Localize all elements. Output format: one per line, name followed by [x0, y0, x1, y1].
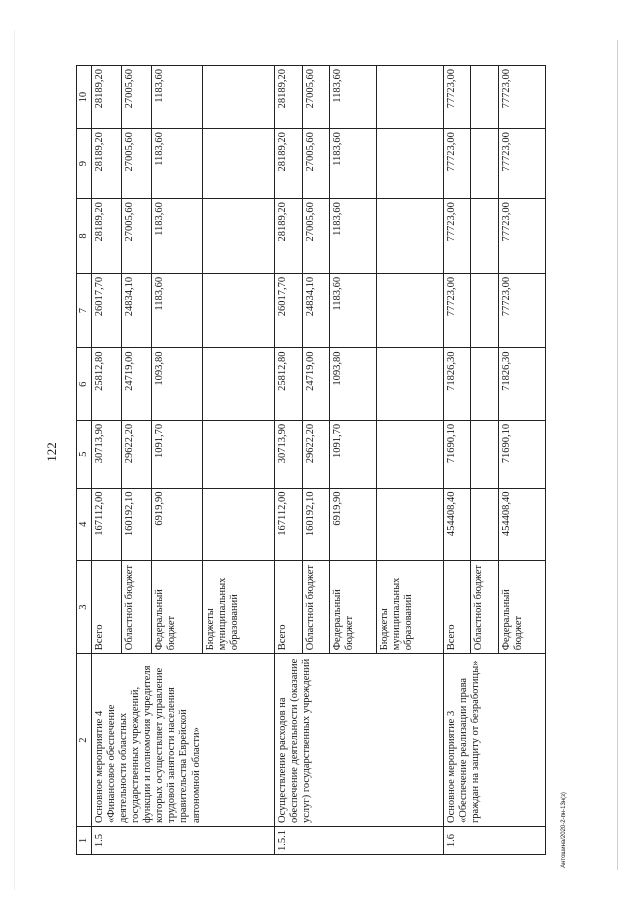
- funding-source: Областной бюджет: [302, 560, 330, 653]
- value-cell: 454408,40: [443, 488, 471, 560]
- value-cell: 28189,20: [275, 129, 303, 199]
- value-cell: 167112,00: [275, 488, 303, 560]
- value-cell: 1093,80: [151, 348, 202, 420]
- value-cell: 1183,60: [330, 273, 377, 348]
- row-code: 1.5: [92, 827, 275, 855]
- value-cell: [377, 348, 443, 420]
- value-cell: 6919,90: [330, 488, 377, 560]
- value-cell: 77723,00: [498, 273, 545, 348]
- value-cell: 24719,00: [121, 348, 151, 420]
- value-cell: 28189,20: [92, 66, 122, 129]
- value-cell: [202, 420, 274, 488]
- value-cell: [377, 488, 443, 560]
- value-cell: 1093,80: [330, 348, 377, 420]
- value-cell: [471, 488, 499, 560]
- value-cell: [202, 199, 274, 274]
- col-header-4: 4: [77, 488, 92, 560]
- col-header-1: 1: [77, 827, 92, 855]
- value-cell: 1183,60: [330, 66, 377, 129]
- value-cell: 167112,00: [92, 488, 122, 560]
- value-cell: [377, 66, 443, 129]
- footer-code: [558, 792, 570, 868]
- value-cell: 1091,70: [330, 420, 377, 488]
- value-cell: 24834,10: [121, 273, 151, 348]
- value-cell: 71826,30: [443, 348, 471, 420]
- value-cell: [202, 488, 274, 560]
- col-header-10: 10: [77, 66, 92, 129]
- value-cell: [377, 273, 443, 348]
- table-wrapper: [76, 65, 546, 855]
- col-header-7: 7: [77, 273, 92, 348]
- value-cell: 29622,20: [121, 420, 151, 488]
- value-cell: [471, 348, 499, 420]
- margin-rule: [617, 40, 618, 870]
- value-cell: 1183,60: [151, 273, 202, 348]
- value-cell: 28189,20: [275, 199, 303, 274]
- value-cell: 25812,80: [92, 348, 122, 420]
- value-cell: 27005,60: [302, 199, 330, 274]
- row-code: 1.5.1: [275, 827, 444, 855]
- value-cell: 24834,10: [302, 273, 330, 348]
- funding-source: Федеральный бюджет: [151, 560, 202, 653]
- scan-edge-line: [14, 30, 15, 890]
- funding-source: Бюджеты муниципальных образований: [202, 560, 274, 653]
- value-cell: 77723,00: [498, 66, 545, 129]
- value-cell: 25812,80: [275, 348, 303, 420]
- funding-source: Областной бюджет: [471, 560, 499, 653]
- page-number: [42, 442, 62, 462]
- value-cell: 160192,10: [302, 488, 330, 560]
- footer-code-text: Антошина/2020-2-пн-13н(з): [561, 792, 568, 868]
- value-cell: 454408,40: [498, 488, 545, 560]
- value-cell: 71690,10: [498, 420, 545, 488]
- value-cell: 77723,00: [443, 199, 471, 274]
- value-cell: 30713,90: [275, 420, 303, 488]
- value-cell: [202, 348, 274, 420]
- value-cell: 1183,60: [151, 66, 202, 129]
- table-row: [92, 66, 122, 855]
- value-cell: 27005,60: [302, 66, 330, 129]
- funding-source: Всего: [443, 560, 471, 653]
- value-cell: [202, 129, 274, 199]
- value-cell: 27005,60: [121, 129, 151, 199]
- value-cell: 77723,00: [498, 129, 545, 199]
- value-cell: [202, 273, 274, 348]
- value-cell: 1183,60: [330, 129, 377, 199]
- value-cell: 1091,70: [151, 420, 202, 488]
- value-cell: 26017,70: [275, 273, 303, 348]
- value-cell: [471, 199, 499, 274]
- funding-source: Областной бюджет: [121, 560, 151, 653]
- value-cell: [377, 199, 443, 274]
- col-header-6: 6: [77, 348, 92, 420]
- value-cell: 71826,30: [498, 348, 545, 420]
- page-number-text: 122: [44, 442, 59, 462]
- table-row: [275, 66, 303, 855]
- value-cell: [471, 129, 499, 199]
- value-cell: 27005,60: [302, 129, 330, 199]
- value-cell: 28189,20: [275, 66, 303, 129]
- value-cell: 1183,60: [151, 129, 202, 199]
- col-header-8: 8: [77, 199, 92, 274]
- value-cell: [471, 273, 499, 348]
- value-cell: 27005,60: [121, 66, 151, 129]
- value-cell: [377, 420, 443, 488]
- value-cell: 26017,70: [92, 273, 122, 348]
- value-cell: 28189,20: [92, 199, 122, 274]
- value-cell: [202, 66, 274, 129]
- funding-source: Федеральный бюджет: [330, 560, 377, 653]
- value-cell: 71690,10: [443, 420, 471, 488]
- col-header-3: 3: [77, 560, 92, 653]
- value-cell: 29622,20: [302, 420, 330, 488]
- row-code: 1.6: [443, 827, 545, 855]
- row-name: Осуществление расходов на обеспечение деятельности (оказание услуг) государственных учреждений: [275, 654, 444, 827]
- row-name: Основное мероприятие 4 «Финансовое обеспечение деятельности областных государственных учреждений, функции и полномочия учредителя которых осуществляет управление трудовой занятости населения правительства Еврейской автономной области»: [92, 654, 275, 827]
- budget-table: [76, 65, 546, 855]
- col-header-2: 2: [77, 654, 92, 827]
- col-header-9: 9: [77, 129, 92, 199]
- value-cell: [471, 66, 499, 129]
- column-number-row: [77, 66, 92, 855]
- funding-source: Федеральный бюджет: [498, 560, 545, 653]
- value-cell: 30713,90: [92, 420, 122, 488]
- funding-source: Бюджеты муниципальных образований: [377, 560, 443, 653]
- value-cell: 24719,00: [302, 348, 330, 420]
- value-cell: 6919,90: [151, 488, 202, 560]
- value-cell: 28189,20: [92, 129, 122, 199]
- value-cell: [377, 129, 443, 199]
- value-cell: 27005,60: [121, 199, 151, 274]
- col-header-5: 5: [77, 420, 92, 488]
- row-name: Основное мероприятие 3 «Обеспечение реализации права граждан на защиту от безработицы»: [443, 654, 545, 827]
- value-cell: 77723,00: [498, 199, 545, 274]
- value-cell: 1183,60: [330, 199, 377, 274]
- table-row: [443, 66, 471, 855]
- rotated-table-container: [76, 65, 546, 855]
- funding-source: Всего: [92, 560, 122, 653]
- value-cell: 77723,00: [443, 129, 471, 199]
- value-cell: 77723,00: [443, 66, 471, 129]
- value-cell: 77723,00: [443, 273, 471, 348]
- funding-source: Всего: [275, 560, 303, 653]
- value-cell: [471, 420, 499, 488]
- value-cell: 1183,60: [151, 199, 202, 274]
- value-cell: 160192,10: [121, 488, 151, 560]
